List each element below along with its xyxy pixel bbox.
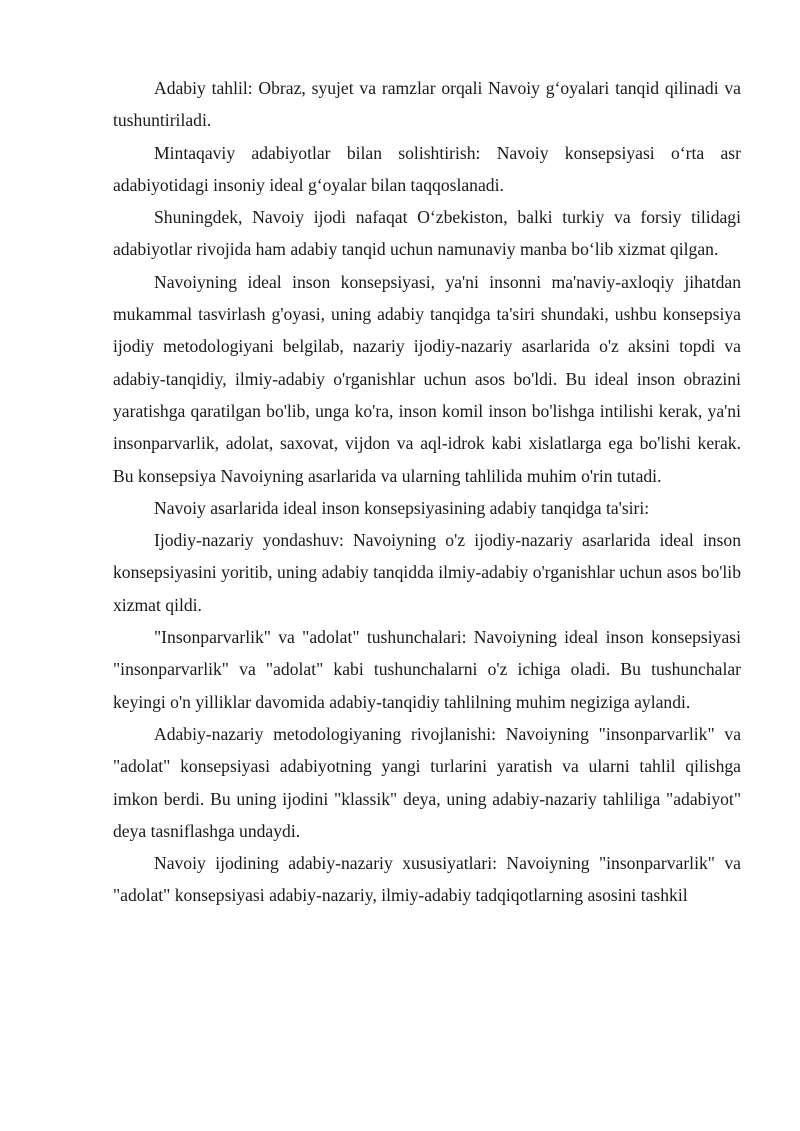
paragraph-navoiy-influence: Shuningdek, Navoiy ijodi nafaqat O‘zbekiston, balki turkiy va forsiy tilidagi adabiyotlar rivojida ham adabiy tanqid uchun namunaviy manba bo‘lib xizmat qilgan. xyxy=(113,207,741,260)
paragraph-creative-theoretical: Ijodiy-nazariy yondashuv: Navoiyning o'z ijodiy-nazariy asarlarida ideal inson konsepsiyasini yoritib, uning adabiy tanqidda ilmiy-adabiy o'rganishlar uchun asos bo'lib xizmat qildi. xyxy=(113,530,741,615)
paragraph-section-heading: Navoiy asarlarida ideal inson konsepsiyasining adabiy tanqidga ta'siri: xyxy=(154,497,650,518)
paragraph-theoretical-features: Navoiy ijodining adabiy-nazariy xususiyatlari: Navoiyning "insonparvarlik" va "adolat" konsepsiyasi adabiy-nazariy, ilmiy-adabiy tadqiqotlarning asosini tashkil xyxy=(113,853,741,906)
paragraph-humanism-justice: "Insonparvarlik" va "adolat" tushunchalari: Navoiyning ideal inson konsepsiyasi "insonparvarlik" va "adolat" kabi tushunchalarni o'z ichiga oladi. Bu tushunchalar keyingi o'n yilliklar davomida adabiy-tanqidiy tahlilning muhim negiziga aylandi. xyxy=(113,627,741,712)
paragraph-literary-analysis: Adabiy tahlil: Obraz, syujet va ramzlar orqali Navoiy g‘oyalari tanqid qilinadi va tushuntiriladi. xyxy=(113,78,741,131)
paragraph-regional-comparison: Mintaqaviy adabiyotlar bilan solishtirish: Navoiy konsepsiyasi o‘rta asr adabiyotidagi insoniy ideal g‘oyalar bilan taqqoslanadi. xyxy=(113,142,741,195)
paragraph-methodology-development: Adabiy-nazariy metodologiyaning rivojlanishi: Navoiyning "insonparvarlik" va "adolat" konsepsiyasi adabiyotning yangi turlarini yaratish va ularni tahlil qilishga imkon berdi. Bu uning ijodini "klassik" deya, uning adabiy-nazariy tahliliga "adabiyot" deya tasniflashga undaydi. xyxy=(113,723,741,841)
paragraph-ideal-person-concept: Navoiyning ideal inson konsepsiyasi, ya'ni insonni ma'naviy-axloqiy jihatdan mukammal tasvirlash g'oyasi, uning adabiy tanqidga ta'siri shundaki, ushbu konsepsiya ijodiy metodologiyani belgilab, nazariy ijodiy-nazariy asarlarida o'z aksini topdi va adabiy-tanqidiy, ilmiy-adabiy o'rganishlar uchun asos bo'ldi. Bu ideal inson obrazini yaratishga qaratilgan bo'lib, unga ko'ra, inson komil inson bo'lishga intilishi kerak, ya'ni insonparvarlik, adolat, saxovat, vijdon va aql-idrok kabi xislatlarga ega bo'lishi kerak. Bu konsepsiya Navoiyning asarlarida va ularning tahlilida muhim o'rin tutadi. xyxy=(113,271,741,486)
body-text xyxy=(113,72,741,912)
